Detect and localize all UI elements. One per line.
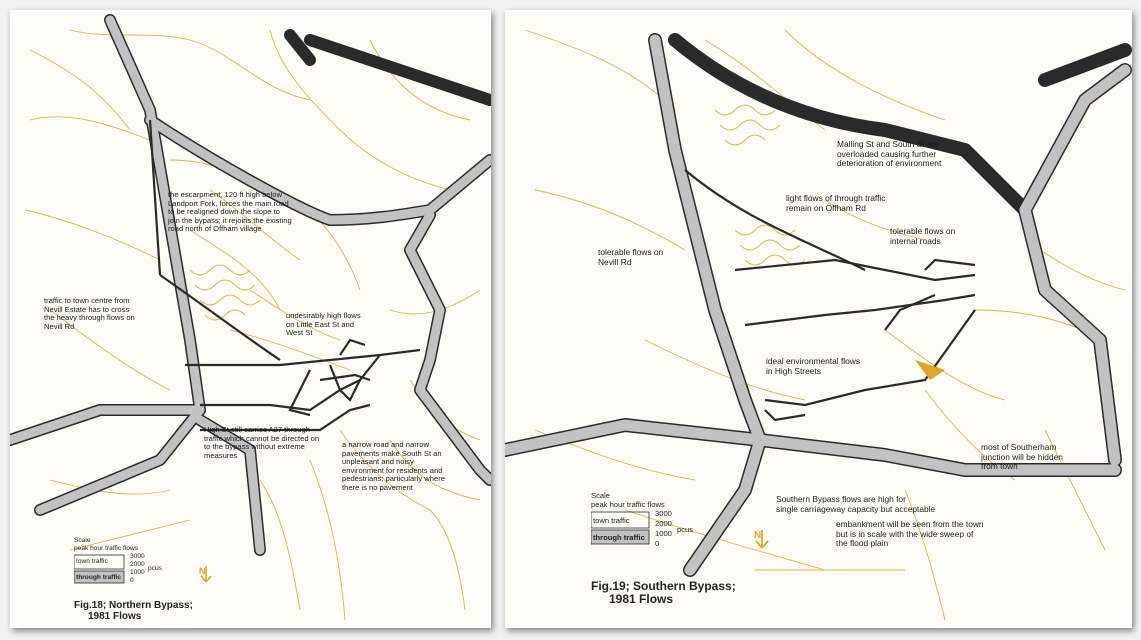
note-southern-bypass-flows: Southern Bypass flows are high for single carriageway capacity but acceptable bbox=[776, 494, 936, 514]
figure-title-line1: Fig.19; Southern Bypass; bbox=[591, 579, 736, 593]
figure-title-line1: Fig.18; Northern Bypass; bbox=[74, 600, 193, 611]
north-arrow bbox=[199, 566, 206, 576]
scale-unit: pcus bbox=[677, 525, 694, 534]
northern-bypass-map-panel bbox=[10, 10, 491, 628]
note-tolerable-internal: tolerable flows on internal roads bbox=[890, 226, 956, 246]
north-arrow bbox=[754, 530, 761, 541]
figure-title-line2: 1981 Flows bbox=[88, 611, 142, 622]
scale-tick: 1000 bbox=[130, 569, 145, 576]
note-malling-st: Malling St and South St are overloaded causing further deterioration of environment bbox=[837, 139, 942, 169]
scale-tick: 3000 bbox=[655, 509, 672, 518]
note-escarpment: the escarpment, 120 ft high below Landport Fork, forces the main road to be realigned down the slope to join the bypass; it rejoins the existing road north of Offham village bbox=[168, 190, 292, 234]
note-tolerable-nevill: tolerable flows on Nevill Rd bbox=[598, 247, 664, 267]
figure-title-southern bbox=[591, 580, 736, 606]
north-arrow-icon bbox=[199, 566, 213, 582]
scale-tick: 0 bbox=[655, 539, 660, 548]
figure-title-line2: 1981 Flows bbox=[609, 592, 674, 606]
note-undesirably-high-flows: undesirably high flows on Little East St and West St bbox=[286, 311, 361, 338]
scale-tick: 1000 bbox=[655, 529, 672, 538]
scale-town-traffic-label: town traffic bbox=[593, 516, 630, 525]
scale-town-traffic-label: town traffic bbox=[76, 558, 108, 565]
flow-scale-legend bbox=[74, 537, 184, 587]
note-southerham: most of Southerham junction will be hidden from town bbox=[981, 442, 1063, 472]
scale-tick: 2000 bbox=[130, 561, 145, 568]
scale-title: Scale bbox=[591, 491, 610, 500]
north-arrow-icon bbox=[754, 530, 770, 548]
scale-through-traffic-label: through traffic bbox=[593, 533, 645, 542]
note-embankment: embankment will be seen from the town but is in scale with the wide sweep of the flood plain bbox=[836, 519, 984, 549]
scale-unit: pcus bbox=[148, 565, 162, 572]
scale-title: Scale bbox=[74, 537, 91, 544]
north-label: N bbox=[754, 530, 762, 541]
note-ideal-env: ideal environmental flows in High Streets bbox=[766, 356, 861, 376]
scale-tick: 3000 bbox=[130, 553, 145, 560]
southern-bypass-map-panel bbox=[505, 10, 1132, 628]
scale-subtitle: peak hour traffic flows bbox=[591, 500, 665, 509]
note-high-st: High St still carries A27 through traffic which cannot be directed on to the bypass without extreme measures bbox=[204, 425, 320, 460]
north-label: N bbox=[199, 566, 206, 576]
flow-scale-legend bbox=[591, 491, 711, 547]
note-narrow-road: a narrow road and narrow pavements make South St an unpleasant and noisy environment for residents and pedestrians; particularly where there is no pavement bbox=[342, 440, 445, 492]
scale-tick: 0 bbox=[130, 577, 134, 584]
note-nevill-estate: traffic to town centre from Nevill Estate has to cross the heavy through flows on Nevill Rd bbox=[44, 296, 135, 331]
note-light-flows: light flows of through traffic remain on Offham Rd bbox=[786, 193, 886, 213]
scale-tick: 2000 bbox=[655, 519, 672, 528]
scale-subtitle: peak hour traffic flows bbox=[74, 545, 139, 552]
figure-title-northern bbox=[74, 600, 193, 622]
scale-through-traffic-label: through traffic bbox=[76, 574, 122, 581]
